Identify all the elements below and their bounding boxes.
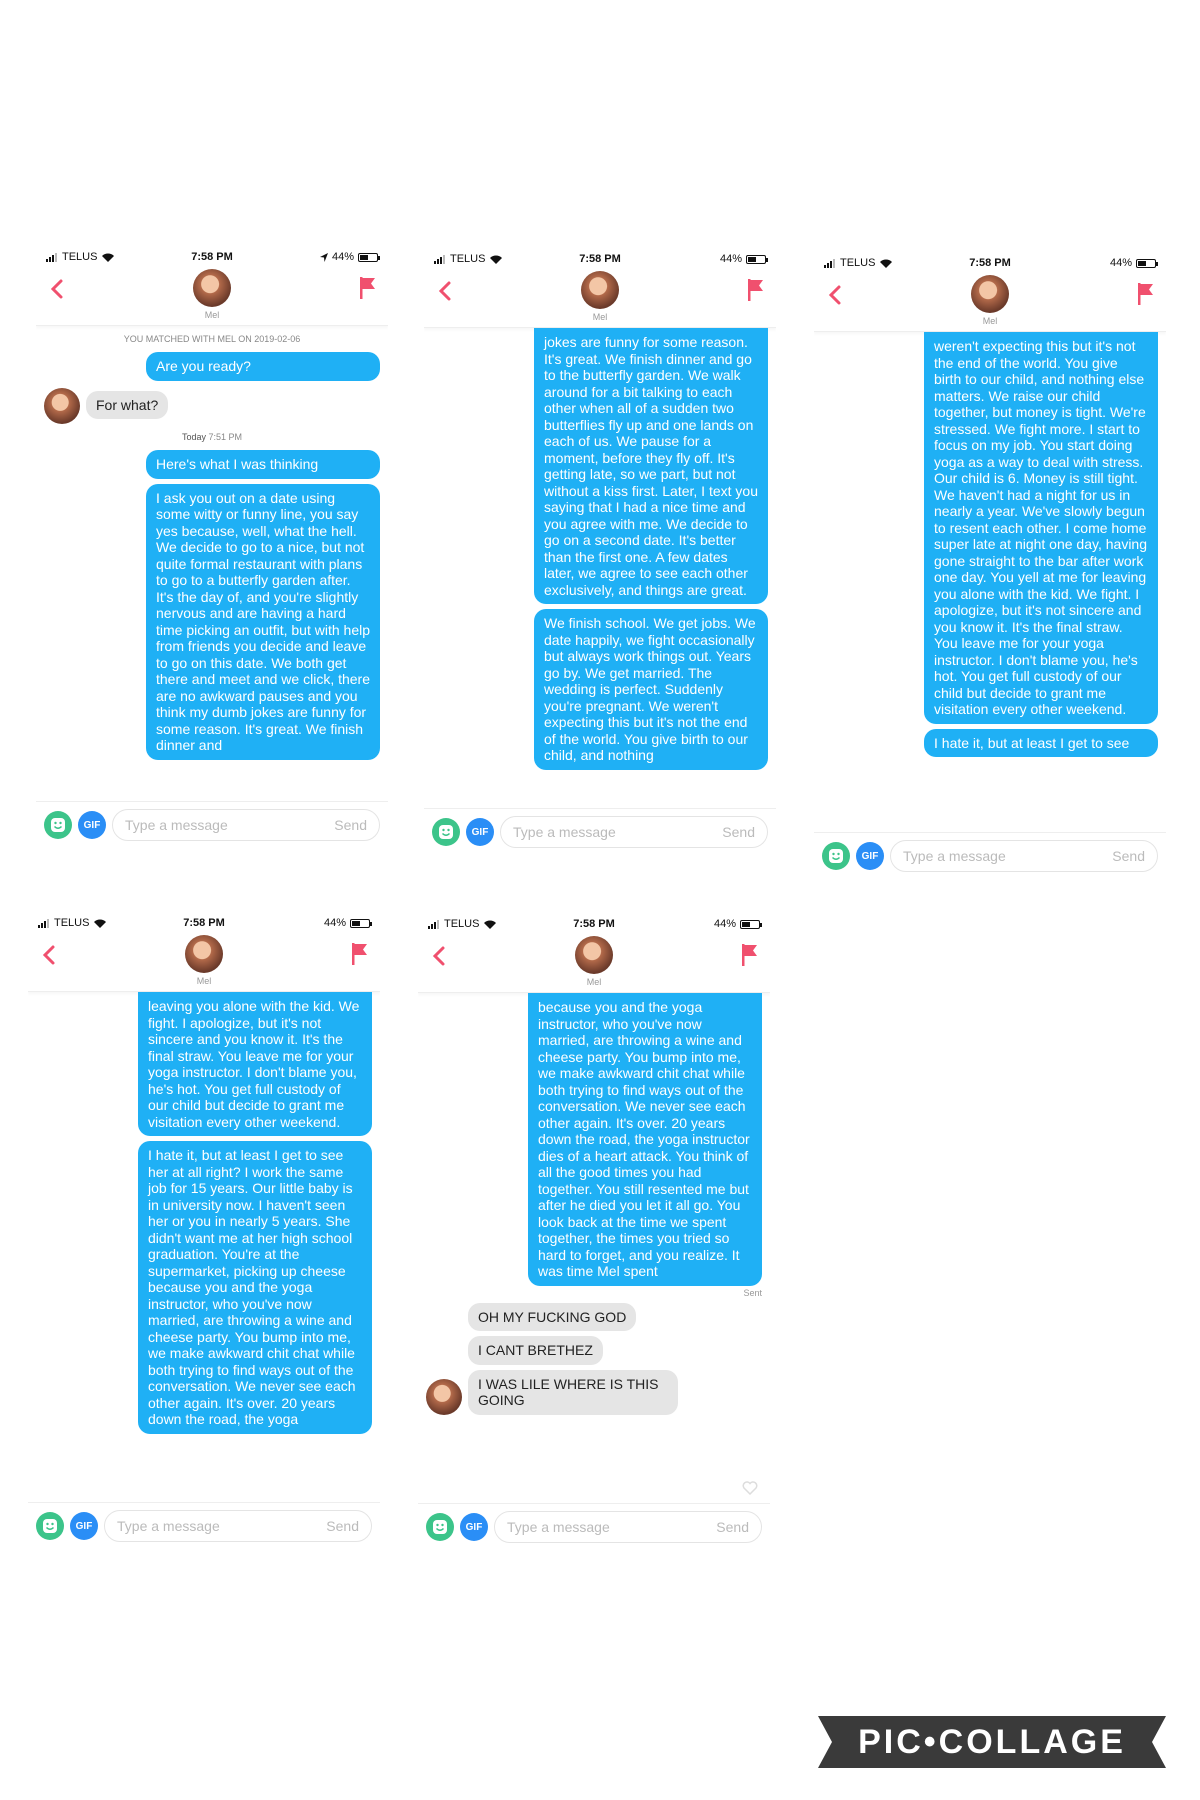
battery-percent: 44% (719, 253, 742, 265)
match-name: Mel (196, 976, 212, 986)
battery (320, 251, 378, 263)
battery-icon (358, 253, 378, 262)
time-label: 7:51 PM (208, 432, 243, 443)
input-placeholder: Type a message (513, 824, 616, 840)
message-row (44, 386, 380, 425)
chat-header (814, 275, 1166, 332)
message-received: I WAS LILE WHERE IS THIS GOING (468, 1370, 678, 1415)
carrier-label: TELUS (54, 917, 90, 929)
carrier-label: TELUS (444, 918, 480, 930)
report-flag-icon[interactable] (744, 277, 766, 303)
avatar[interactable] (971, 275, 1009, 313)
input-placeholder: Type a message (507, 1519, 610, 1535)
status-time: 7:58 PM (573, 918, 615, 930)
watermark-text: PIC•COLLAGE (858, 1723, 1126, 1761)
message-input[interactable] (890, 840, 1158, 872)
chat-header (424, 271, 776, 328)
status-bar (418, 910, 770, 936)
message-row (426, 1370, 762, 1415)
battery-percent: 44% (713, 918, 736, 930)
avatar[interactable] (193, 269, 231, 307)
screenshot-panel-2 (424, 245, 776, 855)
status-time: 7:58 PM (183, 917, 225, 929)
back-chevron-icon[interactable] (434, 279, 458, 303)
chat-header (36, 269, 388, 326)
screenshot-panel-1 (36, 243, 388, 849)
gif-button[interactable]: GIF (460, 1513, 488, 1541)
status-bar (28, 909, 380, 935)
message-received: For what? (86, 391, 168, 420)
screenshot-panel-3 (814, 249, 1166, 879)
smiley-icon[interactable] (432, 818, 460, 846)
location-arrow-icon (320, 253, 328, 262)
match-name: Mel (592, 312, 608, 322)
message-list[interactable] (814, 332, 1166, 832)
status-time: 7:58 PM (579, 253, 621, 265)
send-button[interactable]: Send (722, 824, 755, 840)
carrier-label: TELUS (840, 257, 876, 269)
battery-icon (350, 919, 370, 928)
message-sent: because you and the yoga instructor, who you've now married, are throwing a wine and cheese party. You bump into me, we make awkward chit chat while both trying to find ways out of the conversation. We never see each other again. It's over. 20 years down the road, the yoga instructor dies of a heart attack. You think of all the good times you had together. You still resented me but after he died you let it all go. You look back at the time we spent together, the times you tried so hard to forget, and you realize. It was time Mel spent (528, 993, 762, 1286)
carrier-label: TELUS (62, 251, 98, 263)
sent-receipt: Sent (743, 1287, 762, 1298)
match-notice: YOU MATCHED WITH MEL ON 2019-02-06 (123, 334, 301, 344)
battery-percent: 44% (1109, 257, 1132, 269)
avatar[interactable] (575, 936, 613, 974)
smiley-icon[interactable] (426, 1513, 454, 1541)
message-sent: I ask you out on a date using some witty or funny line, you say yes because, well, what the hell. We decide to go to a nice, but not quite formal restaurant with plans to go to a butterfly garden after. It's the day of, and you're slightly nervous and are having a hard time picking an outfit, but with help from friends you decide and leave to go on this date. We both get there and meet and we click, there are no awkward pauses and you think my dumb jokes are funny for some reason. It's great. We finish dinner and (146, 484, 380, 760)
battery (720, 253, 766, 265)
status-time: 7:58 PM (191, 251, 233, 263)
pic-collage-watermark (818, 1716, 1166, 1768)
composer (418, 1503, 770, 1550)
battery (324, 917, 370, 929)
screenshot-panel-5 (418, 910, 770, 1550)
message-list[interactable] (36, 326, 388, 801)
input-placeholder: Type a message (125, 817, 228, 833)
battery-icon (1136, 259, 1156, 268)
status-bar (424, 245, 776, 271)
message-sent: jokes are funny for some reason. It's great. We finish dinner and go to the butterfly garden. We walk around for a bit talking to each other when all of a sudden two butterflies fly up and one lands on each of us. We pause for a moment, before they fly off. It's getting late, so we part, but not without a kiss first. Later, I text you saying that I had a nice time and you agree with me. We decide to go on a second date. It's better than the first one. A few dates later, we agree to see each other exclusively, and things are great. (534, 328, 768, 604)
report-flag-icon[interactable] (1134, 281, 1156, 307)
battery-percent: 44% (323, 917, 346, 929)
message-sent: Here's what I was thinking (146, 450, 380, 479)
chat-header (418, 936, 770, 993)
message-input[interactable] (500, 816, 768, 848)
send-button[interactable]: Send (1112, 848, 1145, 864)
message-sent: I hate it, but at least I get to see (924, 729, 1158, 758)
message-received: I CANT BRETHEZ (468, 1336, 603, 1365)
report-flag-icon[interactable] (356, 275, 378, 301)
send-button[interactable]: Send (326, 1518, 359, 1534)
send-button[interactable]: Send (716, 1519, 749, 1535)
message-sent: leaving you alone with the kid. We fight. I apologize, but it's not sincere and you know it. It's the final straw. You leave me for your yoga instructor. I don't blame you, he's hot. You get full custody of our child but decide to grant me visitation every other weekend. (138, 992, 372, 1136)
message-sent: I hate it, but at least I get to see her at all right? I work the same job for 15 years. Our little baby is in university now. I haven't seen her or you in nearly 5 years. She didn't want me at her high school graduation. You're at the supermarket, picking up cheese because you and the yoga instructor, who you've now married, are throwing a wine and cheese party. You bump into me, we make awkward chit chat while both trying to find ways out of the conversation. We never see each other again. It's over. 20 years down the road, the yoga (138, 1141, 372, 1434)
report-flag-icon[interactable] (738, 942, 760, 968)
match-name: Mel (586, 977, 602, 987)
back-chevron-icon[interactable] (38, 943, 62, 967)
send-button[interactable]: Send (334, 817, 367, 833)
gif-button[interactable]: GIF (856, 842, 884, 870)
message-sent: weren't expecting this but it's not the end of the world. You give birth to our child, and nothing else matters. We raise our child together, but money is tight. We're stressed. We fight more. I start to focus on my job. You start doing yoga as a way to deal with stress. Our child is 6. Money is still tight. We haven't had a night for us in nearly a year. We've slowly begun to resent each other. I come home super late at night one day, having gone straight to the bar after work one day. You yell at me for leaving you alone with the kid. We fight. I apologize, but it's not sincere and you know it. It's the final straw. You leave me for your yoga instructor. I don't blame you, he's hot. You get full custody of our child but decide to grant me visitation every other weekend. (924, 332, 1158, 724)
status-bar (36, 243, 388, 269)
battery (714, 918, 760, 930)
message-sent: Are you ready? (146, 352, 380, 381)
input-placeholder: Type a message (903, 848, 1006, 864)
gif-button[interactable]: GIF (466, 818, 494, 846)
message-list[interactable] (424, 328, 776, 808)
message-input[interactable] (104, 1510, 372, 1542)
back-chevron-icon[interactable] (46, 277, 70, 301)
back-chevron-icon[interactable] (824, 283, 848, 307)
back-chevron-icon[interactable] (428, 944, 452, 968)
heart-icon[interactable] (742, 1481, 758, 1495)
avatar[interactable] (426, 1379, 462, 1415)
screenshot-panel-4 (28, 909, 380, 1549)
smiley-icon[interactable] (44, 811, 72, 839)
battery-icon (746, 255, 766, 264)
input-placeholder: Type a message (117, 1518, 220, 1534)
message-list[interactable] (418, 993, 770, 1503)
message-list[interactable] (28, 992, 380, 1502)
date-label: Today (181, 432, 206, 443)
message-received: OH MY FUCKING GOD (468, 1303, 636, 1332)
composer (424, 808, 776, 855)
gif-button[interactable]: GIF (70, 1512, 98, 1540)
match-name: Mel (982, 316, 998, 326)
smiley-icon[interactable] (36, 1512, 64, 1540)
composer (814, 832, 1166, 879)
status-time: 7:58 PM (969, 257, 1011, 269)
smiley-icon[interactable] (822, 842, 850, 870)
report-flag-icon[interactable] (348, 941, 370, 967)
date-separator (44, 432, 380, 442)
message-sent: We finish school. We get jobs. We date happily, we fight occasionally but always work things out. Years go by. We get married. The wedding is perfect. Suddenly you're pregnant. We weren't expecting this but it's not the end of the world. You give birth to our child, and nothing (534, 609, 768, 770)
battery-percent: 44% (331, 251, 354, 263)
avatar[interactable] (581, 271, 619, 309)
match-name: Mel (204, 310, 220, 320)
battery-icon (740, 920, 760, 929)
gif-button[interactable]: GIF (78, 811, 106, 839)
battery (1110, 257, 1156, 269)
chat-header (28, 935, 380, 992)
composer (36, 801, 388, 848)
carrier-label: TELUS (450, 253, 486, 265)
avatar[interactable] (185, 935, 223, 973)
status-bar (814, 249, 1166, 275)
message-input[interactable] (494, 1511, 762, 1543)
avatar[interactable] (44, 388, 80, 424)
composer (28, 1502, 380, 1549)
message-input[interactable] (112, 809, 380, 841)
